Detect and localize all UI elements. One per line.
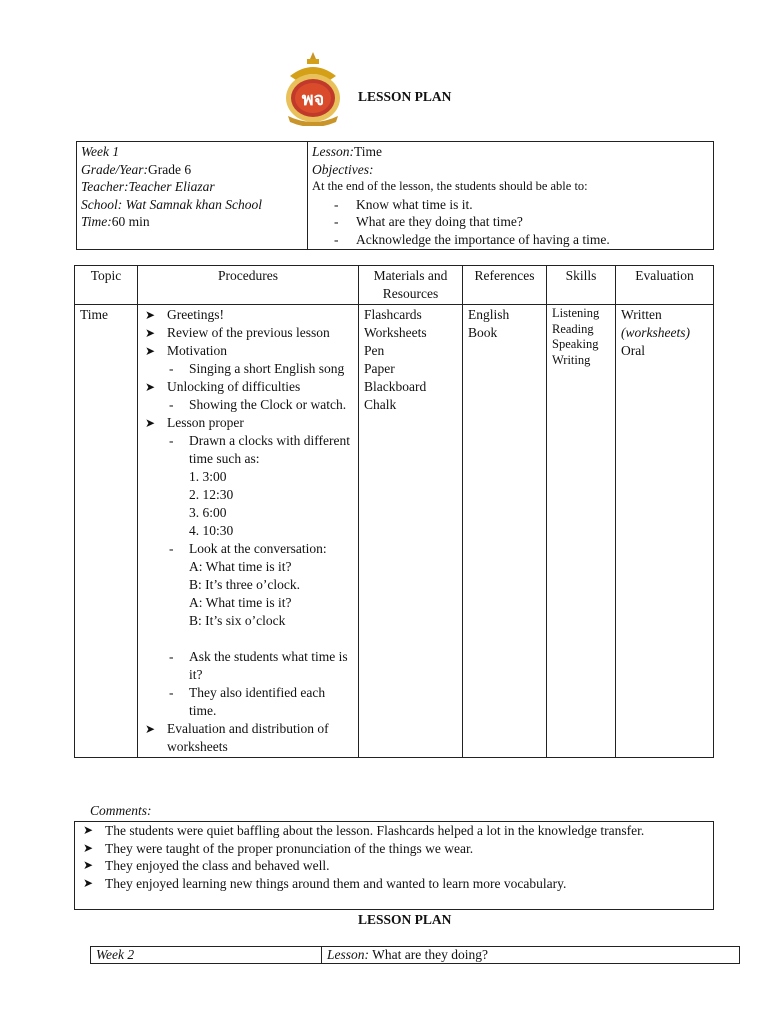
time-example: 3. 6:00 — [189, 505, 227, 520]
evaluation-item: Written — [621, 307, 662, 322]
column-header: Skills — [547, 266, 616, 305]
teacher-row: Teacher:Teacher Eliazar — [81, 179, 215, 194]
skill-item: Reading — [552, 321, 594, 336]
time-examples-list — [189, 468, 353, 540]
comments-box — [74, 821, 714, 910]
section-title: LESSON PLAN — [358, 912, 452, 927]
objectives-cell — [308, 142, 714, 250]
procedure-item: ➤ Unlocking of difficulties - Showing the Clock or watch. — [143, 378, 353, 414]
conversation-line: A: What time is it? — [189, 595, 292, 610]
skill-item: Speaking — [552, 337, 599, 351]
table-header-row — [75, 266, 714, 305]
objectives-intro: At the end of the lesson, the students should be able to: — [312, 179, 588, 193]
evaluation-item: Oral — [621, 343, 645, 358]
material-item: Paper — [364, 361, 395, 376]
logo-lettering: พจ — [301, 89, 325, 110]
materials-cell — [359, 305, 463, 758]
page-title: LESSON PLAN — [358, 89, 452, 104]
lesson-info-table — [76, 141, 714, 250]
conversation-line: B: It’s three o’clock. — [189, 577, 300, 592]
procedure-item: ➤ Evaluation and distribution of worksheets — [143, 720, 353, 756]
skills-cell — [547, 305, 616, 758]
table-row — [75, 305, 714, 758]
procedure-subitem: - Singing a short English song — [167, 360, 353, 378]
objective-item: - Acknowledge the importance of having a time. — [334, 231, 709, 249]
week2-info-table — [90, 946, 740, 964]
procedure-item: ➤ Review of the previous lesson — [143, 324, 353, 342]
objective-item: - Know what time is it. — [334, 196, 709, 214]
comment-item: ➤ They enjoyed the class and behaved well. — [75, 857, 713, 875]
objectives-label: Objectives: — [312, 161, 374, 177]
column-header: Procedures — [138, 266, 359, 305]
procedure-item: ➤ Lesson proper - Drawn a clocks with different time such as: 1. 3:00 2. 12:30 3. 6:00 4. 10:30 - Look at the conversation: A: What time is it? B: It’s three o’clock. A: What time is it? B: It’s six o’clock - Ask the students what time is it? - They also identified each time. — [143, 414, 353, 720]
procedure-subitem: - Ask the students what time is it? — [167, 648, 353, 684]
procedure-item: ➤ Motivation - Singing a short English song — [143, 342, 353, 378]
conversation-line: B: It’s six o’clock — [189, 613, 286, 628]
procedure-subitem: - They also identified each time. — [167, 684, 353, 720]
time-row: Time:60 min — [81, 214, 150, 229]
comment-item: ➤ The students were quiet baffling about the lesson. Flashcards helped a lot in the knowledge transfer. — [75, 822, 713, 840]
topic-cell: Time — [75, 305, 138, 758]
material-item: Blackboard — [364, 379, 427, 394]
procedure-subitem: - Showing the Clock or watch. — [167, 396, 353, 414]
material-item: Chalk — [364, 397, 397, 412]
procedures-cell — [138, 305, 359, 758]
comments-label: Comments: — [90, 803, 152, 818]
procedure-subitem: - Drawn a clocks with different time such as: 1. 3:00 2. 12:30 3. 6:00 4. 10:30 — [167, 432, 353, 540]
material-item: Pen — [364, 343, 385, 358]
school-row: School: Wat Samnak khan School — [81, 196, 262, 212]
material-item: Flashcards — [364, 307, 422, 322]
comment-item: ➤ They enjoyed learning new things around them and wanted to learn more vocabulary. — [75, 875, 713, 893]
objective-item: - What are they doing that time? — [334, 213, 709, 231]
lesson-row: Lesson:Time — [312, 144, 383, 159]
conversation-line: A: What time is it? — [189, 559, 292, 574]
reference-item: English — [468, 307, 510, 322]
column-header: Topic — [75, 266, 138, 305]
column-header: Materials and Resources — [359, 266, 463, 305]
lesson-row: Lesson: What are they doing? — [322, 947, 740, 964]
comment-item: ➤ They were taught of the proper pronunciation of the things we wear. — [75, 840, 713, 858]
column-header: Evaluation — [616, 266, 714, 305]
material-item: Worksheets — [364, 325, 427, 340]
school-logo — [280, 50, 346, 126]
time-example: 1. 3:00 — [189, 469, 227, 484]
references-cell — [463, 305, 547, 758]
procedures-table — [74, 265, 714, 758]
skill-item: Writing — [552, 352, 591, 367]
time-example: 2. 12:30 — [189, 487, 234, 502]
grade-row: Grade/Year:Grade 6 — [81, 161, 192, 177]
column-header: References — [463, 266, 547, 305]
skill-item: Listening — [552, 306, 600, 320]
week-label: Week 2 — [91, 947, 322, 964]
procedure-subitem: - Look at the conversation: A: What time is it? B: It’s three o’clock. A: What time is it? B: It’s six o’clock — [167, 540, 353, 648]
time-example: 4. 10:30 — [189, 523, 234, 538]
objectives-list — [312, 196, 709, 249]
week-label: Week 1 — [81, 144, 120, 159]
evaluation-cell — [616, 305, 714, 758]
lesson-details-cell — [77, 142, 308, 250]
procedure-item: ➤ Greetings! — [143, 306, 353, 324]
reference-item: Book — [468, 325, 498, 340]
evaluation-item: (worksheets) — [621, 325, 690, 340]
